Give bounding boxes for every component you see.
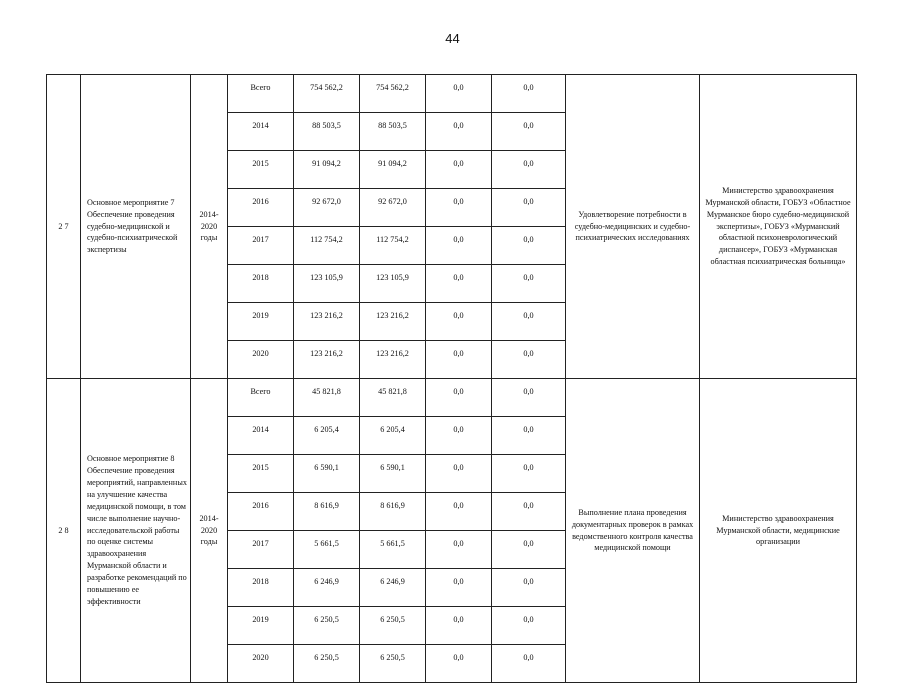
activity-number: 2 8: [47, 379, 81, 683]
table-row: [47, 75, 857, 113]
regional-budget-cell: 112 754,2: [360, 227, 426, 265]
federal-budget-cell: 0,0: [426, 189, 492, 227]
regional-budget-cell: 91 094,2: [360, 151, 426, 189]
federal-budget-cell: 0,0: [426, 379, 492, 417]
other-sources-cell: 0,0: [492, 379, 566, 417]
other-sources-cell: 0,0: [492, 303, 566, 341]
other-sources-cell: 0,0: [492, 417, 566, 455]
activity-period: 2014-2020 годы: [191, 379, 228, 683]
federal-budget-cell: 0,0: [426, 227, 492, 265]
other-sources-cell: 0,0: [492, 113, 566, 151]
year-cell: Всего: [228, 379, 294, 417]
activity-period: 2014-2020 годы: [191, 75, 228, 379]
federal-budget-cell: 0,0: [426, 75, 492, 113]
year-cell: 2015: [228, 455, 294, 493]
year-cell: 2015: [228, 151, 294, 189]
total-amount-cell: 6 250,5: [294, 607, 360, 645]
regional-budget-cell: 92 672,0: [360, 189, 426, 227]
federal-budget-cell: 0,0: [426, 455, 492, 493]
federal-budget-cell: 0,0: [426, 151, 492, 189]
total-amount-cell: 88 503,5: [294, 113, 360, 151]
total-amount-cell: 45 821,8: [294, 379, 360, 417]
year-cell: 2016: [228, 189, 294, 227]
regional-budget-cell: 123 216,2: [360, 303, 426, 341]
regional-budget-cell: 6 246,9: [360, 569, 426, 607]
other-sources-cell: 0,0: [492, 645, 566, 683]
total-amount-cell: 112 754,2: [294, 227, 360, 265]
federal-budget-cell: 0,0: [426, 569, 492, 607]
expected-result: Удовлетворение потребности в судебно-медицинских и судебно-психиатрических исследованиях: [566, 75, 700, 379]
federal-budget-cell: 0,0: [426, 341, 492, 379]
other-sources-cell: 0,0: [492, 569, 566, 607]
regional-budget-cell: 45 821,8: [360, 379, 426, 417]
federal-budget-cell: 0,0: [426, 265, 492, 303]
other-sources-cell: 0,0: [492, 189, 566, 227]
total-amount-cell: 6 246,9: [294, 569, 360, 607]
federal-budget-cell: 0,0: [426, 645, 492, 683]
total-amount-cell: 6 205,4: [294, 417, 360, 455]
regional-budget-cell: 6 205,4: [360, 417, 426, 455]
year-cell: 2019: [228, 607, 294, 645]
year-cell: 2016: [228, 493, 294, 531]
activity-name: Основное мероприятие 7 Обеспечение проведения судебно-медицинской и судебно-психиатрической экспертизы: [81, 75, 191, 379]
executor: Министерство здравоохранения Мурманской области, медицинские организации: [700, 379, 857, 683]
year-cell: 2018: [228, 265, 294, 303]
other-sources-cell: 0,0: [492, 151, 566, 189]
total-amount-cell: 123 216,2: [294, 341, 360, 379]
total-amount-cell: 8 616,9: [294, 493, 360, 531]
other-sources-cell: 0,0: [492, 265, 566, 303]
other-sources-cell: 0,0: [492, 75, 566, 113]
executor: Министерство здравоохранения Мурманской области, ГОБУЗ «Областное Мурманское бюро судебно-медицинской экспертизы», ГОБУЗ «Мурманский областной психоневрологический диспансер», ГОБУЗ «Мурманская областная психиатрическая больница»: [700, 75, 857, 379]
federal-budget-cell: 0,0: [426, 531, 492, 569]
year-cell: Всего: [228, 75, 294, 113]
other-sources-cell: 0,0: [492, 607, 566, 645]
year-cell: 2017: [228, 227, 294, 265]
total-amount-cell: 91 094,2: [294, 151, 360, 189]
regional-budget-cell: 6 590,1: [360, 455, 426, 493]
year-cell: 2020: [228, 645, 294, 683]
regional-budget-cell: 8 616,9: [360, 493, 426, 531]
regional-budget-cell: 123 105,9: [360, 265, 426, 303]
table-row: [47, 379, 857, 417]
federal-budget-cell: 0,0: [426, 493, 492, 531]
year-cell: 2014: [228, 417, 294, 455]
other-sources-cell: 0,0: [492, 455, 566, 493]
total-amount-cell: 6 250,5: [294, 645, 360, 683]
program-activities-table: [46, 74, 857, 683]
year-cell: 2014: [228, 113, 294, 151]
regional-budget-cell: 6 250,5: [360, 645, 426, 683]
total-amount-cell: 6 590,1: [294, 455, 360, 493]
total-amount-cell: 92 672,0: [294, 189, 360, 227]
other-sources-cell: 0,0: [492, 531, 566, 569]
total-amount-cell: 123 216,2: [294, 303, 360, 341]
total-amount-cell: 754 562,2: [294, 75, 360, 113]
year-cell: 2018: [228, 569, 294, 607]
regional-budget-cell: 5 661,5: [360, 531, 426, 569]
federal-budget-cell: 0,0: [426, 113, 492, 151]
total-amount-cell: 123 105,9: [294, 265, 360, 303]
federal-budget-cell: 0,0: [426, 303, 492, 341]
year-cell: 2020: [228, 341, 294, 379]
expected-result: Выполнение плана проведения документарных проверок в рамках ведомственного контроля качества медицинской помощи: [566, 379, 700, 683]
federal-budget-cell: 0,0: [426, 417, 492, 455]
other-sources-cell: 0,0: [492, 493, 566, 531]
federal-budget-cell: 0,0: [426, 607, 492, 645]
regional-budget-cell: 123 216,2: [360, 341, 426, 379]
other-sources-cell: 0,0: [492, 227, 566, 265]
total-amount-cell: 5 661,5: [294, 531, 360, 569]
page-number: 44: [445, 31, 460, 46]
activity-number: 2 7: [47, 75, 81, 379]
year-cell: 2019: [228, 303, 294, 341]
year-cell: 2017: [228, 531, 294, 569]
regional-budget-cell: 6 250,5: [360, 607, 426, 645]
other-sources-cell: 0,0: [492, 341, 566, 379]
regional-budget-cell: 88 503,5: [360, 113, 426, 151]
activity-name: Основное мероприятие 8 Обеспечение проведения мероприятий, направленных на улучшение качества медицинской помощи, в том числе выполнение научно-исследовательской работы по оценке системы здравоохранения Мурманской области и разработке рекомендаций по повышению ее эффективности: [81, 379, 191, 683]
regional-budget-cell: 754 562,2: [360, 75, 426, 113]
